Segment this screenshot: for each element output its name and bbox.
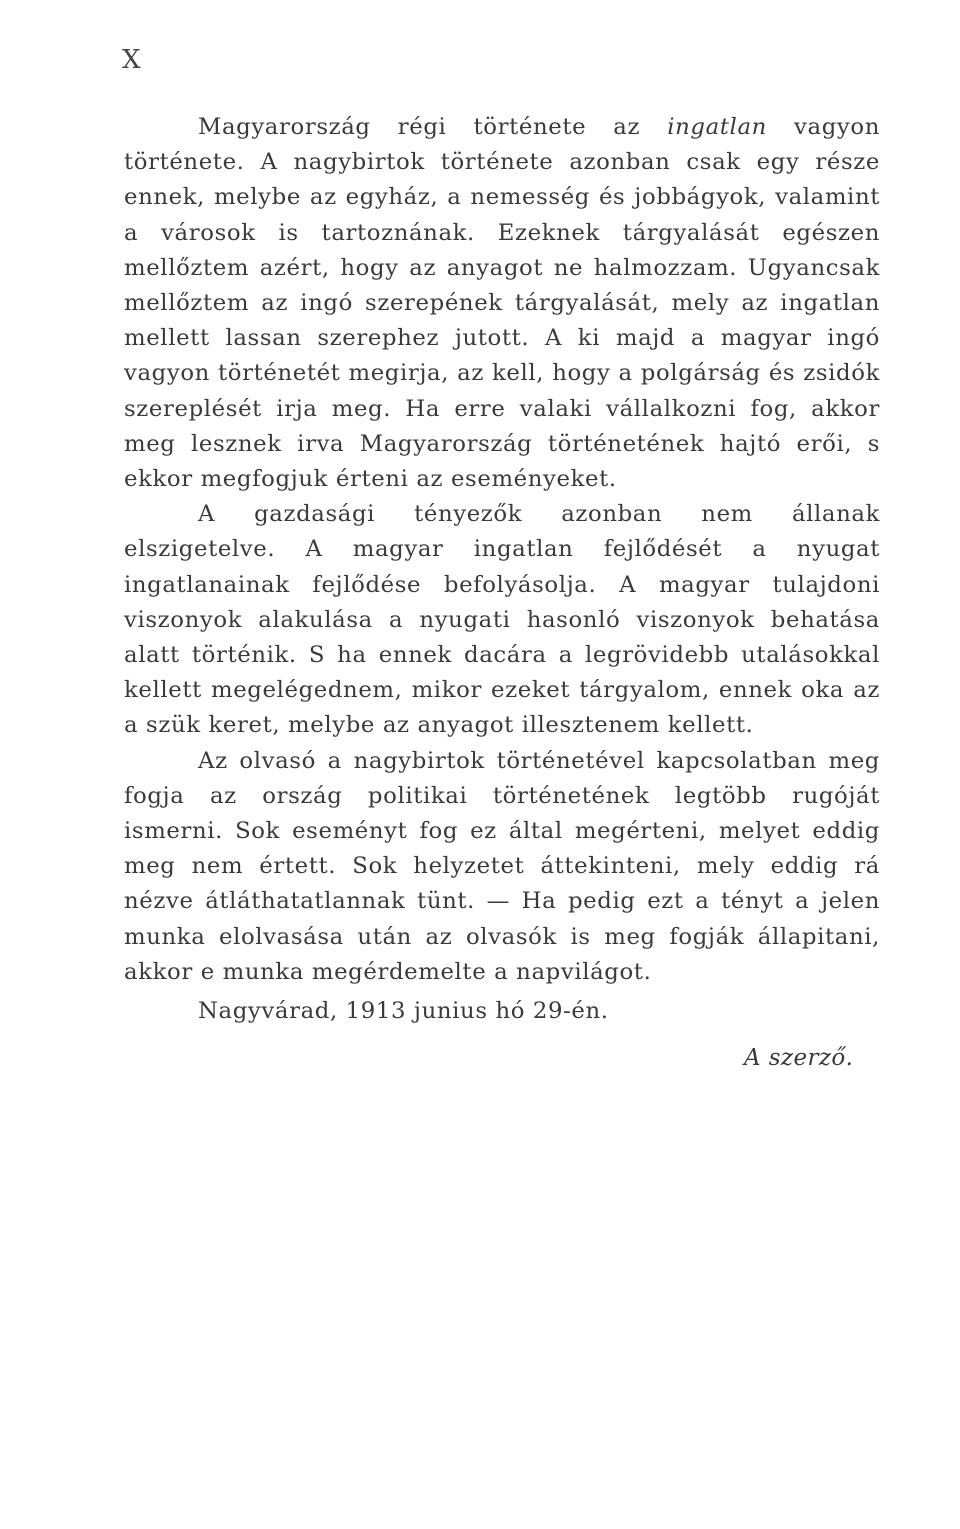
author-signature: A szerző. bbox=[744, 1045, 854, 1071]
paragraph-1-text-rest: vagyon története. A nagybirtok története azonban csak egy része ennek, melybe az egyház, a nemesség és jobbágyok, valamint a városok is tartoznának. Ezeknek tárgyalását egészen mellőztem azért, hogy az anyagot ne halmozzam. Ugyancsak mellőztem az ingó szerepének tárgyalását, mely az ingatlan mellett lassan szerephez jutott. A ki majd a magyar ingó vagyon történetét megirja, az kell, hogy a polgárság és zsidók szereplését irja meg. Ha erre valaki vállalkozni fog, akkor meg lesznek irva Magyarország történetének hajtó erői, s ekkor megfogjuk érteni az eseményeket. bbox=[124, 114, 880, 493]
preface-body bbox=[124, 110, 880, 990]
paragraph-2: A gazdasági tényezők azonban nem állanak elszigetelve. A magyar ingatlan fejlődését a nyugat ingatlanainak fejlődése befolyásolja. A magyar tulajdoni viszonyok alakulása a nyugati hasonló viszonyok behatása alatt történik. S ha ennek dacára a legrövidebb utalásokkal kellett megelégednem, mikor ezeket tárgyalom, ennek oka az a szük keret, melybe az anyagot illesztenem kellett. bbox=[124, 501, 880, 739]
paragraph-1-italic-word: ingatlan bbox=[667, 114, 767, 140]
paragraph-1 bbox=[124, 110, 880, 497]
dateline: Nagyvárad, 1913 junius hó 29-én. bbox=[198, 998, 609, 1024]
paragraph-1-text-start: Magyarország régi története az bbox=[198, 114, 668, 140]
page-number: X bbox=[122, 45, 141, 75]
paragraph-3: Az olvasó a nagybirtok történetével kapcsolatban meg fogja az ország politikai történetének legtöbb rugóját ismerni. Sok eseményt fog ez által megérteni, melyet eddig meg nem értett. Sok helyzetet áttekinteni, mely eddig rá nézve átláthatatlannak tünt. — Ha pedig ezt a tényt a jelen munka elolvasása után az olvasók is meg fogják állapitani, akkor e munka megérdemelte a napvilágot. bbox=[124, 747, 880, 985]
